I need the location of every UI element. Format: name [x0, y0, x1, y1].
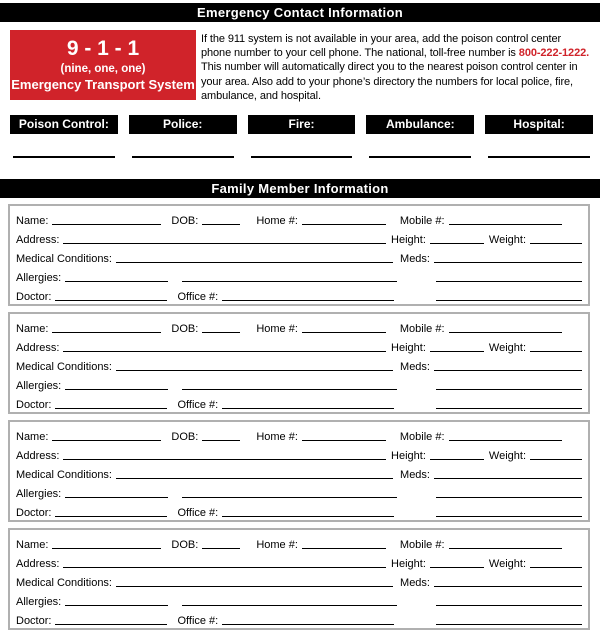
name-fill-line[interactable] [52, 224, 161, 225]
name-label: Name: [16, 539, 49, 552]
address-label: Address: [16, 342, 60, 355]
medical-conditions-fill-line[interactable] [116, 370, 393, 371]
doctor-fill-line[interactable] [55, 516, 167, 517]
mobile-phone-fill-line[interactable] [449, 440, 562, 441]
address-label: Address: [16, 234, 60, 247]
meds-fill-line-3[interactable] [436, 300, 582, 301]
doctor-fill-line[interactable] [55, 408, 167, 409]
weight-label: Weight: [488, 558, 526, 571]
allergies-label: Allergies: [16, 272, 62, 285]
weight-fill-line[interactable] [530, 567, 582, 568]
height-label: Height: [391, 558, 426, 571]
office-phone-label: Office #: [177, 615, 219, 628]
meds-label: Meds: [400, 469, 430, 482]
family-member-card-1 [8, 204, 590, 306]
fire-fill-line[interactable] [251, 156, 353, 158]
name-label: Name: [16, 215, 49, 228]
allergies-label: Allergies: [16, 380, 62, 393]
allergies-row [16, 590, 582, 609]
weight-label: Weight: [488, 342, 526, 355]
office-phone-fill-line[interactable] [222, 300, 394, 301]
contact-label-police [129, 115, 237, 134]
poison-control-fill-line[interactable] [13, 156, 115, 158]
office-phone-fill-line[interactable] [222, 516, 394, 517]
doctor-row [16, 609, 582, 628]
home-phone-fill-line[interactable] [302, 332, 386, 333]
dob-fill-line[interactable] [202, 224, 240, 225]
mobile-phone-label: Mobile #: [399, 323, 445, 336]
name-fill-line[interactable] [52, 440, 161, 441]
family-section-header [0, 179, 600, 198]
name-label: Name: [16, 323, 49, 336]
family-member-card-3 [8, 420, 590, 522]
address-label: Address: [16, 450, 60, 463]
911-phonetic: (nine, one, one) [60, 63, 146, 75]
weight-label: Weight: [488, 234, 526, 247]
emergency-info-section [10, 30, 592, 103]
ambulance-fill-line[interactable] [369, 156, 471, 158]
address-fill-line[interactable] [63, 243, 386, 244]
medical-row [16, 247, 582, 266]
address-row [16, 552, 582, 571]
mobile-phone-fill-line[interactable] [449, 548, 562, 549]
doctor-fill-line[interactable] [55, 300, 167, 301]
home-phone-fill-line[interactable] [302, 224, 386, 225]
home-phone-label: Home #: [256, 323, 298, 336]
medical-conditions-label: Medical Conditions: [16, 361, 112, 374]
meds-fill-line-2[interactable] [436, 281, 582, 282]
contact-labels-row [10, 115, 593, 134]
medical-conditions-fill-line[interactable] [116, 478, 393, 479]
instructions-text-after: This number will automatically direct you to the nearest poison control center in your area. Also add to your phone’s directory the numbers for local police, fire, ambulance, and hospital. [201, 61, 578, 102]
name-row [16, 209, 582, 228]
contact-label-text: Hospital: [513, 117, 565, 132]
name-row [16, 317, 582, 336]
doctor-label: Doctor: [16, 291, 52, 304]
poison-control-instructions [201, 30, 592, 103]
family-member-card-4 [8, 528, 590, 630]
emergency-section-title: Emergency Contact Information [197, 5, 403, 20]
dob-label: DOB: [171, 431, 199, 444]
medical-row [16, 355, 582, 374]
doctor-fill-line[interactable] [55, 624, 167, 625]
meds-fill-line-2[interactable] [436, 497, 582, 498]
contact-label-fire [248, 115, 356, 134]
dob-fill-line[interactable] [202, 548, 240, 549]
name-fill-line[interactable] [52, 548, 161, 549]
allergies-row [16, 266, 582, 285]
meds-label: Meds: [400, 253, 430, 266]
office-phone-label: Office #: [177, 291, 219, 304]
contact-fill-lines-row [13, 156, 590, 158]
office-phone-fill-line[interactable] [222, 408, 394, 409]
meds-fill-line-2[interactable] [436, 389, 582, 390]
meds-fill-line-3[interactable] [436, 624, 582, 625]
contact-label-text: Police: [163, 117, 203, 132]
height-label: Height: [391, 342, 426, 355]
office-phone-label: Office #: [177, 507, 219, 520]
office-phone-label: Office #: [177, 399, 219, 412]
meds-label: Meds: [400, 577, 430, 590]
medical-row [16, 571, 582, 590]
weight-fill-line[interactable] [530, 351, 582, 352]
allergies-row [16, 482, 582, 501]
meds-fill-line[interactable] [434, 478, 582, 479]
height-fill-line[interactable] [430, 459, 484, 460]
address-row [16, 444, 582, 463]
dob-fill-line[interactable] [202, 440, 240, 441]
dob-label: DOB: [171, 215, 199, 228]
allergies-fill-line-2[interactable] [182, 605, 397, 606]
name-row [16, 425, 582, 444]
allergies-fill-line-2[interactable] [182, 497, 397, 498]
medical-row [16, 463, 582, 482]
address-fill-line[interactable] [63, 567, 386, 568]
dob-label: DOB: [171, 323, 199, 336]
meds-fill-line-2[interactable] [436, 605, 582, 606]
doctor-row [16, 501, 582, 520]
allergies-fill-line[interactable] [65, 281, 168, 282]
911-badge [10, 30, 196, 100]
allergies-fill-line-2[interactable] [182, 281, 397, 282]
contact-label-poison-control [10, 115, 118, 134]
address-fill-line[interactable] [63, 351, 386, 352]
meds-fill-line-3[interactable] [436, 408, 582, 409]
doctor-label: Doctor: [16, 399, 52, 412]
meds-fill-line-3[interactable] [436, 516, 582, 517]
home-phone-label: Home #: [256, 539, 298, 552]
address-fill-line[interactable] [63, 459, 386, 460]
office-phone-fill-line[interactable] [222, 624, 394, 625]
home-phone-label: Home #: [256, 215, 298, 228]
allergies-fill-line[interactable] [65, 389, 168, 390]
address-row [16, 228, 582, 247]
911-number: 9 - 1 - 1 [66, 37, 140, 60]
home-phone-fill-line[interactable] [302, 548, 386, 549]
dob-label: DOB: [171, 539, 199, 552]
meds-fill-line[interactable] [434, 370, 582, 371]
allergies-fill-line-2[interactable] [182, 389, 397, 390]
911-subtitle: Emergency Transport System [11, 77, 195, 92]
contact-label-hospital [485, 115, 593, 134]
meds-fill-line[interactable] [434, 262, 582, 263]
doctor-label: Doctor: [16, 615, 52, 628]
meds-label: Meds: [400, 361, 430, 374]
mobile-phone-label: Mobile #: [399, 431, 445, 444]
name-fill-line[interactable] [52, 332, 161, 333]
allergies-fill-line[interactable] [65, 497, 168, 498]
contact-label-text: Fire: [288, 117, 315, 132]
mobile-phone-fill-line[interactable] [449, 332, 562, 333]
address-label: Address: [16, 558, 60, 571]
address-row [16, 336, 582, 355]
medical-conditions-label: Medical Conditions: [16, 469, 112, 482]
poison-control-phone-number: 800-222-1222. [518, 47, 590, 60]
contact-label-ambulance [366, 115, 474, 134]
height-fill-line[interactable] [430, 567, 484, 568]
height-fill-line[interactable] [430, 243, 484, 244]
medical-conditions-label: Medical Conditions: [16, 253, 112, 266]
contact-label-text: Poison Control: [18, 117, 109, 132]
allergies-row [16, 374, 582, 393]
medical-conditions-label: Medical Conditions: [16, 577, 112, 590]
medical-conditions-fill-line[interactable] [116, 586, 393, 587]
allergies-label: Allergies: [16, 596, 62, 609]
mobile-phone-label: Mobile #: [399, 539, 445, 552]
dob-fill-line[interactable] [202, 332, 240, 333]
medical-conditions-fill-line[interactable] [116, 262, 393, 263]
allergies-fill-line[interactable] [65, 605, 168, 606]
instructions-text-before: If the 911 system is not available in your area, add the poison control center phone number to your cell phone. The national, toll-free number is [201, 33, 562, 60]
emergency-section-header [0, 3, 600, 22]
meds-fill-line[interactable] [434, 586, 582, 587]
mobile-phone-fill-line[interactable] [449, 224, 562, 225]
hospital-fill-line[interactable] [488, 156, 590, 158]
name-label: Name: [16, 431, 49, 444]
allergies-label: Allergies: [16, 488, 62, 501]
weight-label: Weight: [488, 450, 526, 463]
height-label: Height: [391, 450, 426, 463]
doctor-row [16, 393, 582, 412]
height-fill-line[interactable] [430, 351, 484, 352]
doctor-row [16, 285, 582, 304]
police-fill-line[interactable] [132, 156, 234, 158]
contact-label-text: Ambulance: [385, 117, 455, 132]
weight-fill-line[interactable] [530, 459, 582, 460]
weight-fill-line[interactable] [530, 243, 582, 244]
height-label: Height: [391, 234, 426, 247]
name-row [16, 533, 582, 552]
family-section-title: Family Member Information [211, 181, 389, 197]
mobile-phone-label: Mobile #: [399, 215, 445, 228]
doctor-label: Doctor: [16, 507, 52, 520]
family-member-card-2 [8, 312, 590, 414]
home-phone-fill-line[interactable] [302, 440, 386, 441]
home-phone-label: Home #: [256, 431, 298, 444]
